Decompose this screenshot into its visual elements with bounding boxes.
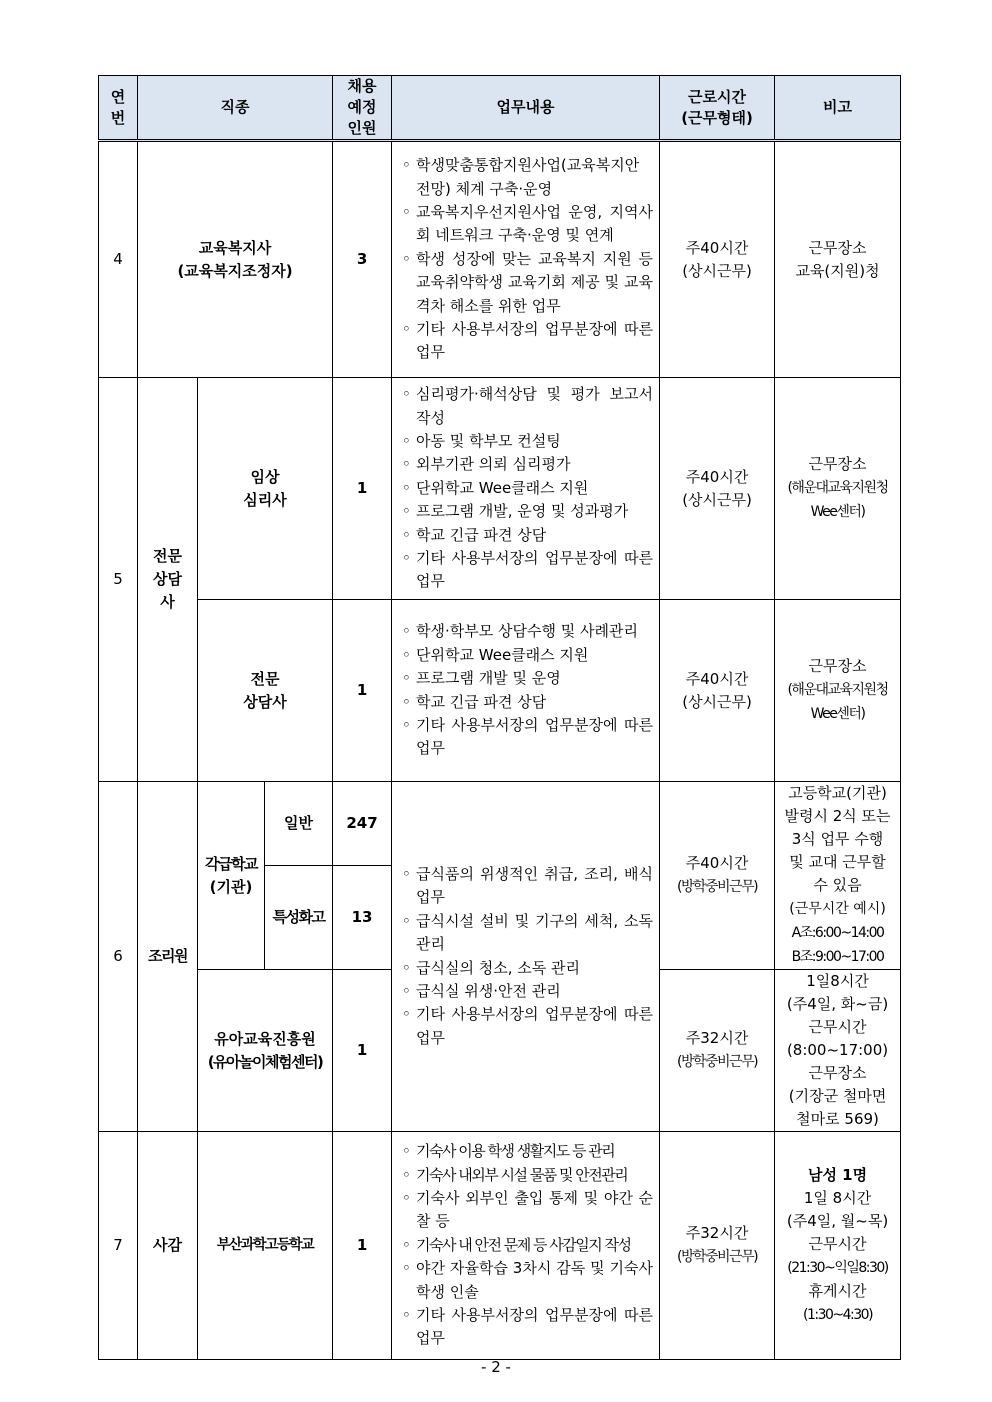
page-number: - 2 - [481,1358,511,1376]
group-cell: 조리원 [138,782,198,1132]
table-row-7 [99,1132,901,1360]
hours-cell: 주32시간 (방학중비근무) [660,970,775,1132]
header-job: 직종 [138,76,333,141]
duty-cell [392,782,660,1132]
duty-item: ◦ 프로그램 개발 및 운영 [402,667,653,690]
hours-cell: 주32시간 (방학중비근무) [660,1132,775,1360]
header-hours: 근로시간 (근무형태) [660,76,775,141]
count-cell: 1 [333,600,392,782]
duty-item: ◦ 학교 긴급 파견 상담 [402,524,653,547]
count-cell: 247 [333,782,392,866]
seq-cell: 5 [99,378,138,782]
general-cell: 일반 [265,782,333,866]
seq-cell: 7 [99,1132,138,1360]
duty-item: ◦ 교육복지우선지원사업 운영, 지역사회 네트워크 구축·운영 및 연계 [402,201,653,248]
duty-item: ◦ 외부기관 의뢰 심리평가 [402,453,653,476]
duty-item: ◦ 학생 성장에 맞는 교육복지 지원 등 교육취약학생 교육기회 제공 및 교육격차 해소를 위한 업무 [402,248,653,318]
header-duty: 업무내용 [392,76,660,141]
duty-item: ◦ 단위학교 Wee클래스 지원 [402,477,653,500]
duty-item: ◦ 심리평가·해석상담 및 평가 보고서 작성 [402,383,653,430]
recruitment-table [98,75,901,1360]
school-cell: 각급학교 (기관) [198,782,265,970]
duty-item: ◦ 기숙사 내 안전 문제 등 사감일지 작성 [402,1234,653,1257]
hours-cell: 주40시간 (방학중비근무) [660,782,775,970]
duty-item: ◦ 프로그램 개발, 운영 및 성과평가 [402,500,653,523]
duty-item: ◦ 학생·학부모 상담수행 및 사례관리 [402,620,653,643]
duty-item: ◦ 기숙사 외부인 출입 통제 및 야간 순찰 등 [402,1187,653,1234]
hours-cell: 주40시간 (상시근무) [660,600,775,782]
table-row-6-general [99,782,901,866]
table-row-5b [99,600,901,782]
header-seq: 연 번 [99,76,138,141]
header-row [99,76,901,141]
group-cell: 사감 [138,1132,198,1360]
duty-item: ◦ 학생맞춤통합지원사업(교육복지안전망) 체계 구축·운영 [402,154,653,201]
hours-cell: 주40시간 (상시근무) [660,378,775,600]
duty-item: ◦ 기타 사용부서장의 업무분장에 따른 업무 [402,318,653,365]
hours-cell: 주40시간 (상시근무) [660,141,775,378]
duty-item: ◦ 기타 사용부서장의 업무분장에 따른 업무 [402,1003,653,1050]
job-cell: 교육복지사 (교육복지조정자) [138,141,333,378]
group-cell: 전문 상담 사 [138,378,198,782]
table-row-5a [99,378,901,600]
count-cell: 1 [333,970,392,1132]
duty-cell [392,378,660,600]
duty-item: ◦ 학교 긴급 파견 상담 [402,691,653,714]
count-cell: 1 [333,378,392,600]
job-cell: 부산과학고등학교 [198,1132,333,1360]
note-cell: 1일8시간 (주4일, 화~금) 근무시간 (8:00~17:00) 근무장소 (기장군 철마면 철마로 569) [775,970,901,1132]
duty-cell [392,600,660,782]
seq-cell: 6 [99,782,138,1132]
duty-item: ◦ 기타 사용부서장의 업무분장에 따른 업무 [402,714,653,761]
job-cell: 유아교육진흥원 (유아놀이체험센터) [198,970,333,1132]
table-row-4 [99,141,901,378]
count-cell: 1 [333,1132,392,1360]
duty-item: ◦ 야간 자율학습 3차시 감독 및 기숙사 학생 인솔 [402,1257,653,1304]
note-cell: 근무장소 교육(지원)청 [775,141,901,378]
header-note: 비고 [775,76,901,141]
header-count: 채용 예정 인원 [333,76,392,141]
duty-item: ◦ 기타 사용부서장의 업무분장에 따른 업무 [402,1304,653,1351]
job-cell: 임상 심리사 [198,378,333,600]
duty-item: ◦ 급식실의 청소, 소독 관리 [402,957,653,980]
duty-cell [392,141,660,378]
duty-item: ◦ 급식실 위생·안전 관리 [402,980,653,1003]
note-cell: 남성 1명 1일 8시간 (주4일, 월~목) 근무시간 (21:30~익일8:30) 휴게시간 (1:30~4:30) [775,1132,901,1360]
duty-item: ◦ 기숙사 이용 학생 생활지도 등 관리 [402,1140,653,1163]
duty-cell [392,1132,660,1360]
duty-item: ◦ 급식품의 위생적인 취급, 조리, 배식 업무 [402,863,653,910]
special-cell: 특성화고 [265,865,333,969]
duty-item: ◦ 기숙사 내외부 시설 물품 및 안전관리 [402,1164,653,1187]
duty-item: ◦ 기타 사용부서장의 업무분장에 따른 업무 [402,547,653,594]
duty-item: ◦ 단위학교 Wee클래스 지원 [402,644,653,667]
job-cell: 전문 상담사 [198,600,333,782]
seq-cell: 4 [99,141,138,378]
count-cell: 13 [333,865,392,969]
note-cell: 근무장소 (해운대교육지원청 Wee센터) [775,600,901,782]
note-cell: 고등학교(기관) 발령시 2식 또는 3식 업무 수행 및 교대 근무할 수 있음 (근무시간 예시) A조:6:00~14:00 B조:9:00~17:00 [775,782,901,970]
count-cell: 3 [333,141,392,378]
note-cell: 근무장소 (해운대교육지원청 Wee센터) [775,378,901,600]
duty-item: ◦ 아동 및 학부모 컨설팅 [402,430,653,453]
duty-item: ◦ 급식시설 설비 및 기구의 세척, 소독 관리 [402,910,653,957]
